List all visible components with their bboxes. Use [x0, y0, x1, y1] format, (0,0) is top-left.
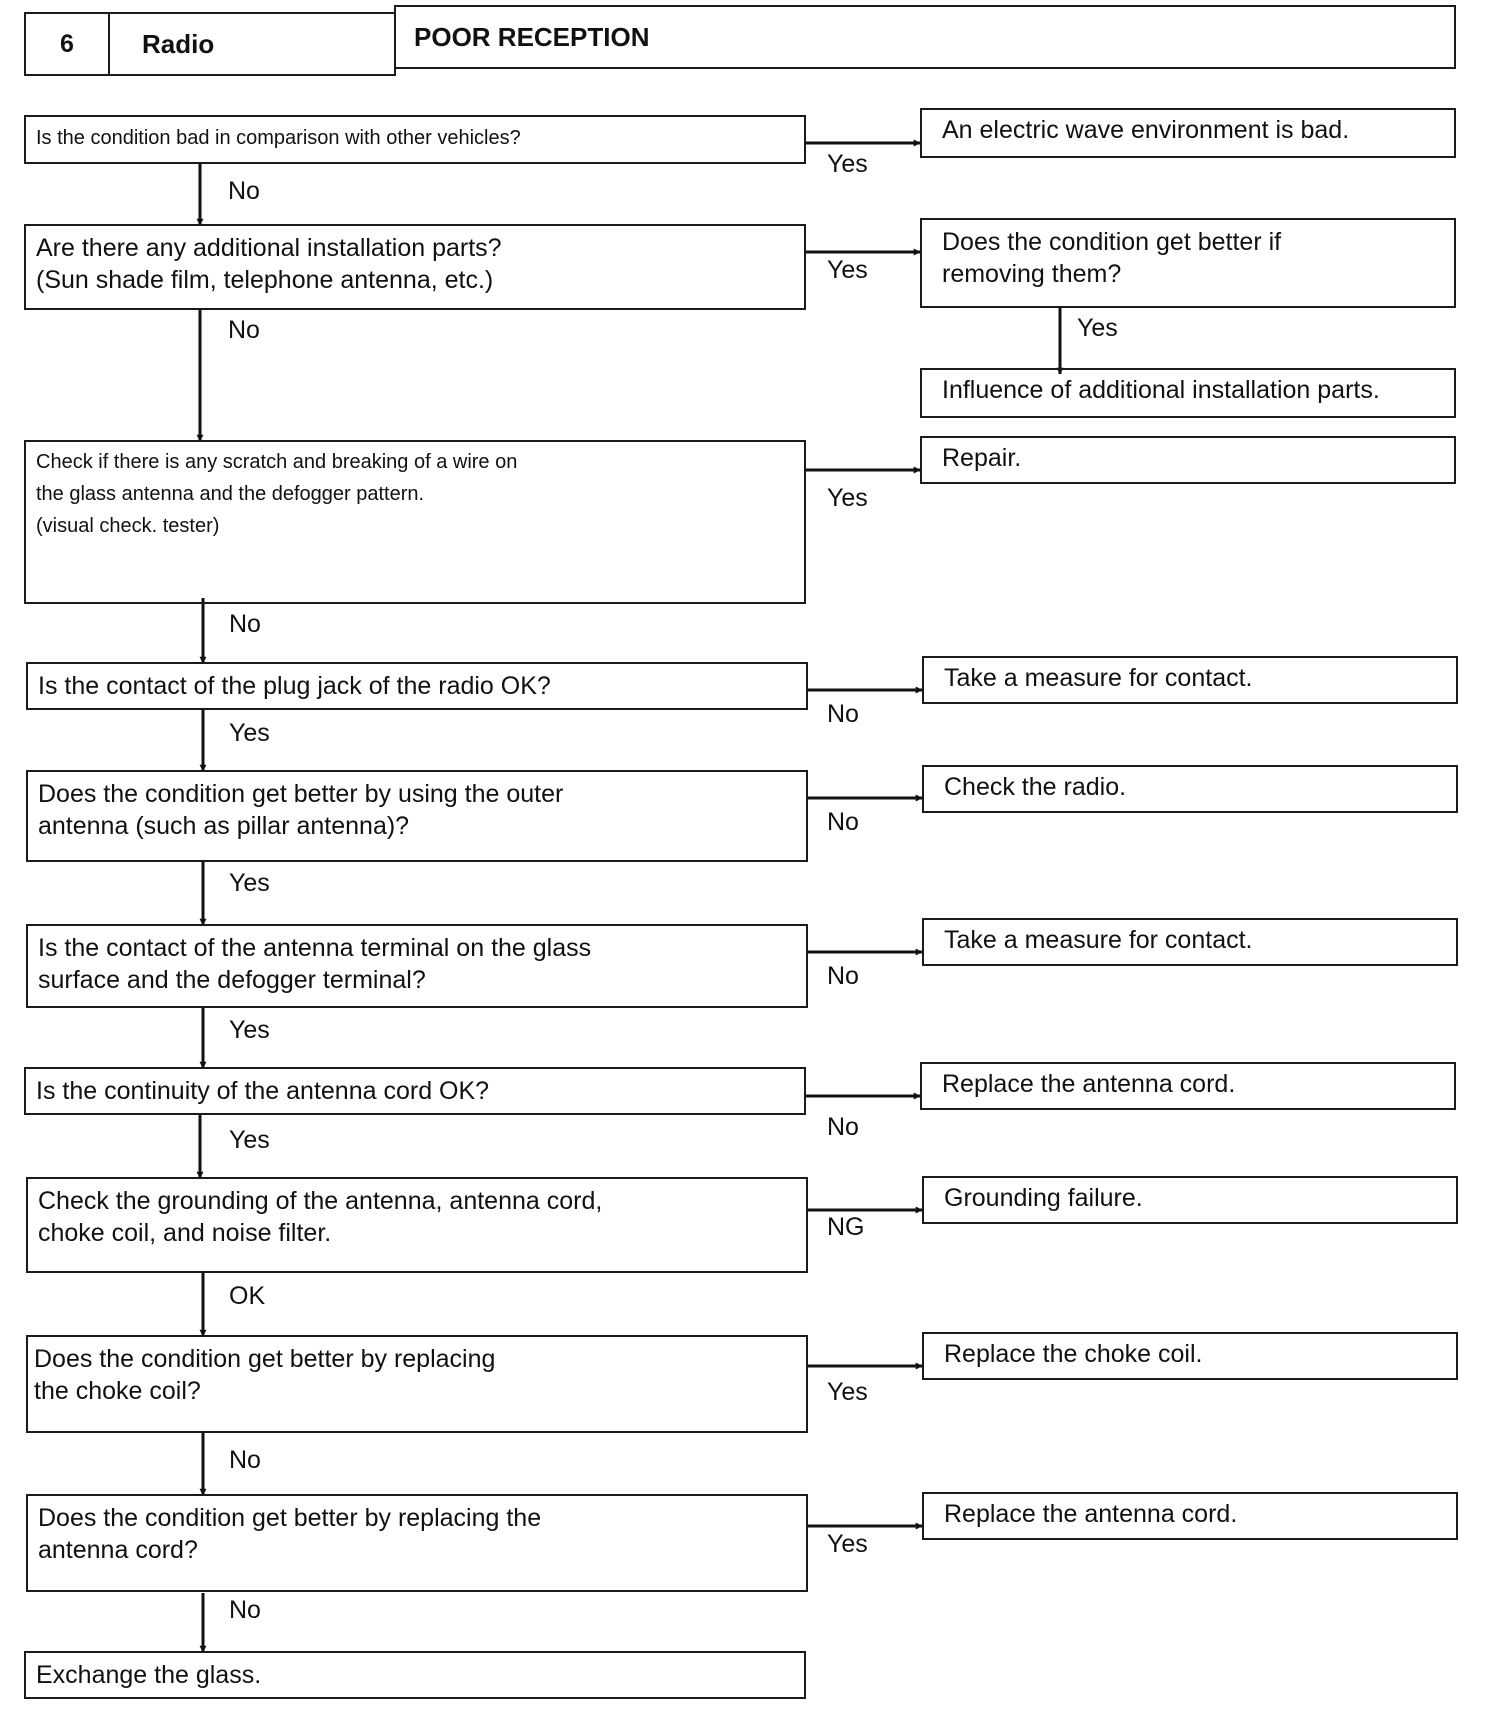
branch-label: No — [228, 177, 260, 205]
question-box: Is the contact of the plug jack of the radio OK? — [26, 662, 808, 710]
branch-label: Yes — [827, 1530, 868, 1558]
result-box: An electric wave environment is bad. — [920, 108, 1456, 158]
question-box: Check if there is any scratch and breaking of a wire on the glass antenna and the defogger pattern. (visual check. tester) — [24, 440, 806, 604]
result-box: Influence of additional installation parts. — [920, 368, 1456, 418]
section-number: 6 — [60, 29, 74, 58]
branch-label: Yes — [827, 150, 868, 178]
branch-label: Yes — [827, 1378, 868, 1406]
branch-label: Yes — [827, 256, 868, 284]
branch-label: Yes — [229, 719, 270, 747]
header-number-cell — [24, 12, 110, 76]
branch-label: Yes — [229, 869, 270, 897]
branch-label: No — [229, 1446, 261, 1474]
question-box: Does the condition get better by replacing the choke coil? — [26, 1335, 808, 1433]
result-box: Replace the antenna cord. — [922, 1492, 1458, 1540]
branch-label: OK — [229, 1282, 266, 1310]
header-section-cell — [108, 12, 396, 76]
result-box: Does the condition get better if removing them? — [920, 218, 1456, 308]
branch-label: No — [827, 1113, 859, 1141]
branch-label: Yes — [229, 1016, 270, 1044]
final-result-box: Exchange the glass. — [24, 1651, 806, 1699]
branch-label: Yes — [827, 484, 868, 512]
header-title-cell — [394, 5, 1456, 69]
branch-label: No — [827, 808, 859, 836]
result-box: Take a measure for contact. — [922, 918, 1458, 966]
branch-label: No — [827, 700, 859, 728]
question-box: Check the grounding of the antenna, antenna cord, choke coil, and noise filter. — [26, 1177, 808, 1273]
branch-label: Yes — [229, 1126, 270, 1154]
branch-label: No — [827, 962, 859, 990]
question-box: Does the condition get better by replacing the antenna cord? — [26, 1494, 808, 1592]
page-title: POOR RECEPTION — [414, 21, 650, 52]
result-box: Repair. — [920, 436, 1456, 484]
branch-label: No — [229, 610, 261, 638]
result-box: Take a measure for contact. — [922, 656, 1458, 704]
branch-label: No — [229, 1596, 261, 1624]
branch-label: No — [228, 316, 260, 344]
branch-label: NG — [827, 1213, 865, 1241]
result-box: Replace the antenna cord. — [920, 1062, 1456, 1110]
question-box: Is the continuity of the antenna cord OK? — [24, 1067, 806, 1115]
question-box: Is the condition bad in comparison with other vehicles? — [24, 115, 806, 164]
question-box: Does the condition get better by using the outer antenna (such as pillar antenna)? — [26, 770, 808, 862]
result-box: Replace the choke coil. — [922, 1332, 1458, 1380]
result-box: Check the radio. — [922, 765, 1458, 813]
section-name: Radio — [142, 28, 215, 59]
question-box: Are there any additional installation parts? (Sun shade film, telephone antenna, etc.) — [24, 224, 806, 310]
result-box: Grounding failure. — [922, 1176, 1458, 1224]
question-box: Is the contact of the antenna terminal on the glass surface and the defogger terminal? — [26, 924, 808, 1008]
branch-label: Yes — [1077, 314, 1118, 342]
